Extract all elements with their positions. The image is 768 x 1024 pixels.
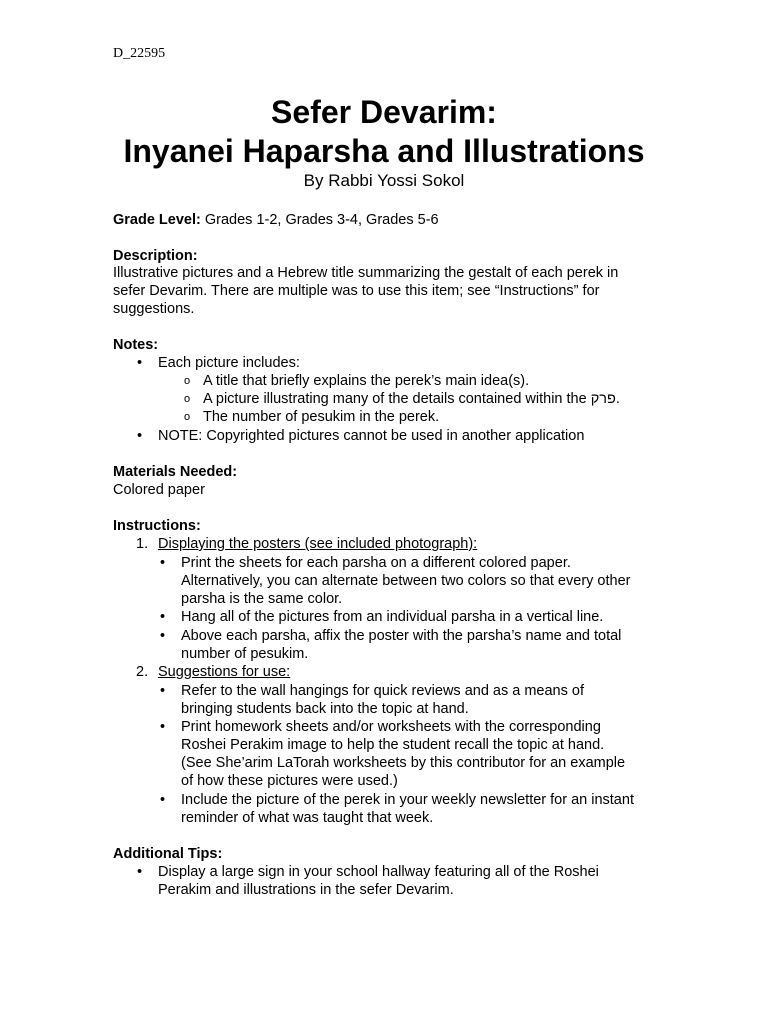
instruction-line: of how these pictures were used.) bbox=[181, 773, 398, 789]
notes-subitem: The number of pesukim in the perek. bbox=[203, 409, 440, 425]
bullet-icon: • bbox=[137, 428, 143, 444]
grade-level bbox=[113, 212, 439, 229]
instructions-subheading: Displaying the posters (see included photograph): bbox=[158, 536, 478, 552]
bullet-icon: • bbox=[160, 609, 166, 625]
tips-line: Perakim and illustrations in the sefer Devarim. bbox=[158, 882, 454, 898]
description-line: Illustrative pictures and a Hebrew title summarizing the gestalt of each perek in bbox=[113, 265, 619, 281]
list-number: 1. bbox=[136, 536, 149, 552]
document-id: D_22595 bbox=[113, 46, 166, 61]
tips-heading: Additional Tips: bbox=[113, 846, 223, 862]
materials-value: Colored paper bbox=[113, 482, 205, 498]
materials-heading: Materials Needed: bbox=[113, 464, 238, 480]
instruction-line: Alternatively, you can alternate between two colors so that every other bbox=[181, 573, 631, 589]
bullet-icon: • bbox=[160, 792, 166, 808]
circle-bullet-icon: o bbox=[184, 411, 191, 423]
grade-level-value: Grades 1-2, Grades 3-4, Grades 5-6 bbox=[200, 212, 439, 228]
instruction-line: Refer to the wall hangings for quick reviews and as a means of bbox=[181, 683, 584, 699]
instruction-line: Print homework sheets and/or worksheets with the corresponding bbox=[181, 719, 601, 735]
notes-item: Each picture includes: bbox=[158, 355, 300, 371]
instruction-line: Above each parsha, affix the poster with the parsha’s name and total bbox=[181, 628, 622, 644]
description-line: suggestions. bbox=[113, 301, 195, 317]
instructions-subheading: Suggestions for use: bbox=[158, 664, 291, 680]
description-line: sefer Devarim. There are multiple was to use this item; see “Instructions” for bbox=[113, 283, 600, 299]
bullet-icon: • bbox=[160, 719, 166, 735]
instruction-line: Include the picture of the perek in your weekly newsletter for an instant bbox=[181, 792, 634, 808]
instruction-line: parsha is the same color. bbox=[181, 591, 343, 607]
instruction-line: bringing students back into the topic at hand. bbox=[181, 701, 469, 717]
description-heading: Description: bbox=[113, 248, 198, 264]
notes-subitem: A picture illustrating many of the details contained within the פרק. bbox=[203, 391, 620, 407]
bullet-icon: • bbox=[160, 683, 166, 699]
notes-item: NOTE: Copyrighted pictures cannot be used in another application bbox=[158, 428, 585, 444]
title-line-2: Inyanei Haparsha and Illustrations bbox=[123, 133, 645, 169]
bullet-icon: • bbox=[160, 555, 166, 571]
circle-bullet-icon: o bbox=[184, 375, 191, 387]
instruction-line: Roshei Perakim image to help the student recall the topic at hand. bbox=[181, 737, 605, 753]
instruction-line: number of pesukim. bbox=[181, 646, 309, 662]
title-line-1: Sefer Devarim: bbox=[271, 94, 497, 130]
bullet-icon: • bbox=[160, 628, 166, 644]
notes-heading: Notes: bbox=[113, 337, 159, 353]
instructions-heading: Instructions: bbox=[113, 518, 201, 534]
bullet-icon: • bbox=[137, 864, 143, 880]
instruction-line: (See She’arim LaTorah worksheets by this contributor for an example bbox=[181, 755, 626, 771]
tips-line: Display a large sign in your school hallway featuring all of the Roshei bbox=[158, 864, 599, 880]
byline: By Rabbi Yossi Sokol bbox=[303, 171, 465, 190]
instruction-line: Print the sheets for each parsha on a different colored paper. bbox=[181, 555, 571, 571]
bullet-icon: • bbox=[137, 355, 143, 371]
notes-subitem: A title that briefly explains the perek’s main idea(s). bbox=[203, 373, 530, 389]
instruction-line: reminder of what was taught that week. bbox=[181, 810, 434, 826]
circle-bullet-icon: o bbox=[184, 393, 191, 405]
grade-level-label: Grade Level: bbox=[113, 212, 201, 228]
instruction-line: Hang all of the pictures from an individual parsha in a vertical line. bbox=[181, 609, 604, 625]
list-number: 2. bbox=[136, 664, 149, 680]
